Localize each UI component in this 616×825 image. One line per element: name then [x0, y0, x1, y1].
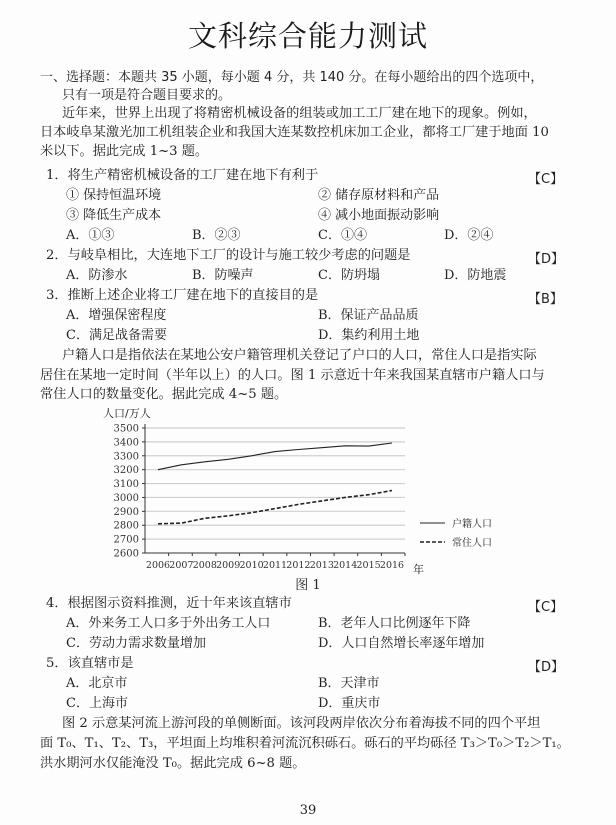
- option-c: C．①④: [318, 228, 367, 243]
- passage1-line: 米以下。据此完成 1~3 题。: [40, 144, 209, 159]
- x-tick-label: 2011: [262, 560, 288, 571]
- y-axis-label: 人口/万人: [103, 407, 151, 420]
- passage2-line: 居住在某地一定时间（半年以上）的人口。图 1 示意近十年来我国某直辖市户籍人口与: [40, 368, 545, 383]
- y-tick-label: 2800: [113, 520, 139, 532]
- option-d: D．人口自然增长率逐年增加: [318, 636, 485, 651]
- legend-label: 常住人口: [452, 538, 492, 549]
- y-tick-label: 3400: [113, 437, 139, 449]
- option-b: B．老年人口比例逐年下降: [318, 616, 471, 631]
- x-tick-label: 2006: [145, 560, 171, 571]
- question-2-stem: 2．与岐阜相比，大连地下工厂的设计与施工较少考虑的问题是: [46, 248, 411, 263]
- x-axis-label: 年: [413, 563, 424, 576]
- y-tick-label: 2900: [113, 506, 139, 518]
- option-a: A．①③: [66, 228, 115, 243]
- statement-1: ① 保持恒温环境: [66, 188, 162, 203]
- y-tick-label: 3200: [113, 465, 139, 477]
- option-c: C．上海市: [66, 696, 128, 711]
- option-c: C．劳动力需求数量增加: [66, 636, 206, 651]
- x-tick-label: 2009: [216, 560, 241, 571]
- page-title: 文科综合能力测试: [187, 19, 428, 53]
- question-4-answer: 【C】: [528, 600, 564, 615]
- passage3-line: 图 2 示意某河流上游河段的单侧断面。该河段两岸依次分布着海拔不同的四个平坦: [62, 716, 541, 731]
- y-tick-label: 2600: [113, 548, 139, 560]
- option-a: A．外来务工人口多于外出务工人口: [66, 616, 271, 631]
- passage3-line: 面 T₀、T₁、T₂、T₃，平坦面上均堆积着河流沉积砾石。砾石的平均砾径 T₃＞T₀＞T₂＞T₁。: [40, 736, 570, 751]
- section-heading-line1: 一、选择题：本题共 35 小题，每小题 4 分，共 140 分。在每小题给出的四个选项中，: [40, 70, 544, 85]
- series-line-resident: [158, 491, 392, 524]
- y-tick-label: 3000: [113, 492, 139, 504]
- question-5-answer: 【D】: [528, 660, 565, 675]
- passage2-line: 常住人口的数量变化。据此完成 4~5 题。: [40, 387, 288, 402]
- question-1-answer: 【C】: [528, 172, 564, 187]
- question-4-stem: 4．根据图示资料推测，近十年来该直辖市: [46, 596, 292, 611]
- passage3-line: 洪水期河水仅能淹没 T₀。据此完成 6~8 题。: [40, 756, 306, 771]
- option-b: B．保证产品品质: [318, 308, 419, 323]
- question-3-answer: 【B】: [528, 292, 563, 307]
- option-c: C．防坍塌: [318, 268, 380, 283]
- option-b: B．防噪声: [192, 268, 254, 283]
- x-tick-label: 2014: [333, 560, 358, 571]
- option-d: D．重庆市: [318, 696, 381, 711]
- option-b: B．②③: [192, 228, 241, 243]
- x-tick-label: 2010: [239, 560, 264, 571]
- option-a: A．北京市: [66, 676, 128, 691]
- x-tick-label: 2007: [169, 560, 194, 571]
- option-c: C．满足战备需要: [66, 328, 167, 343]
- y-tick-label: 2700: [113, 534, 139, 546]
- x-tick-label: 2008: [192, 560, 217, 571]
- passage1-line: 近年来，世界上出现了将精密机械设备的组装或加工工厂建在地下的现象。例如，: [62, 106, 537, 121]
- option-a: A．防渗水: [66, 268, 128, 283]
- figure-caption: 图 1: [295, 578, 321, 593]
- passage2-line: 户籍人口是指依法在某地公安户籍管理机关登记了户口的人口，常住人口是指实际: [62, 348, 537, 363]
- statement-2: ② 储存原材料和产品: [318, 188, 440, 203]
- page-number: 39: [299, 803, 317, 818]
- passage1-line: 日本岐阜某激光加工机组装企业和我国大连某数控机床加工企业，都将工厂建于地面 10: [40, 125, 549, 140]
- option-d: D．②④: [444, 228, 494, 243]
- statement-3: ③ 降低生产成本: [66, 208, 162, 223]
- question-2-answer: 【D】: [528, 252, 565, 267]
- y-tick-label: 3300: [113, 451, 139, 463]
- statement-4: ④ 减小地面振动影响: [318, 208, 440, 223]
- option-d: D．集约利用土地: [318, 328, 420, 343]
- section-heading-line2: 只有一项是符合题目要求的。: [62, 88, 232, 103]
- question-1-stem: 1．将生产精密机械设备的工厂建在地下有利于: [46, 168, 319, 183]
- question-5-stem: 5．该直辖市是: [46, 656, 134, 671]
- option-b: B．天津市: [318, 676, 380, 691]
- option-a: A．增强保密程度: [66, 308, 167, 323]
- x-tick-label: 2016: [379, 560, 405, 571]
- y-tick-label: 3100: [113, 479, 139, 491]
- x-tick-label: 2013: [309, 560, 334, 571]
- legend-label: 户籍人口: [452, 519, 492, 530]
- x-tick-label: 2012: [286, 560, 311, 571]
- question-3-stem: 3．推断上述企业将工厂建在地下的直接目的是: [46, 288, 319, 303]
- y-tick-label: 3500: [113, 423, 139, 435]
- x-tick-label: 2015: [356, 560, 381, 571]
- population-line-chart: [95, 405, 525, 585]
- option-d: D．防地震: [444, 268, 507, 283]
